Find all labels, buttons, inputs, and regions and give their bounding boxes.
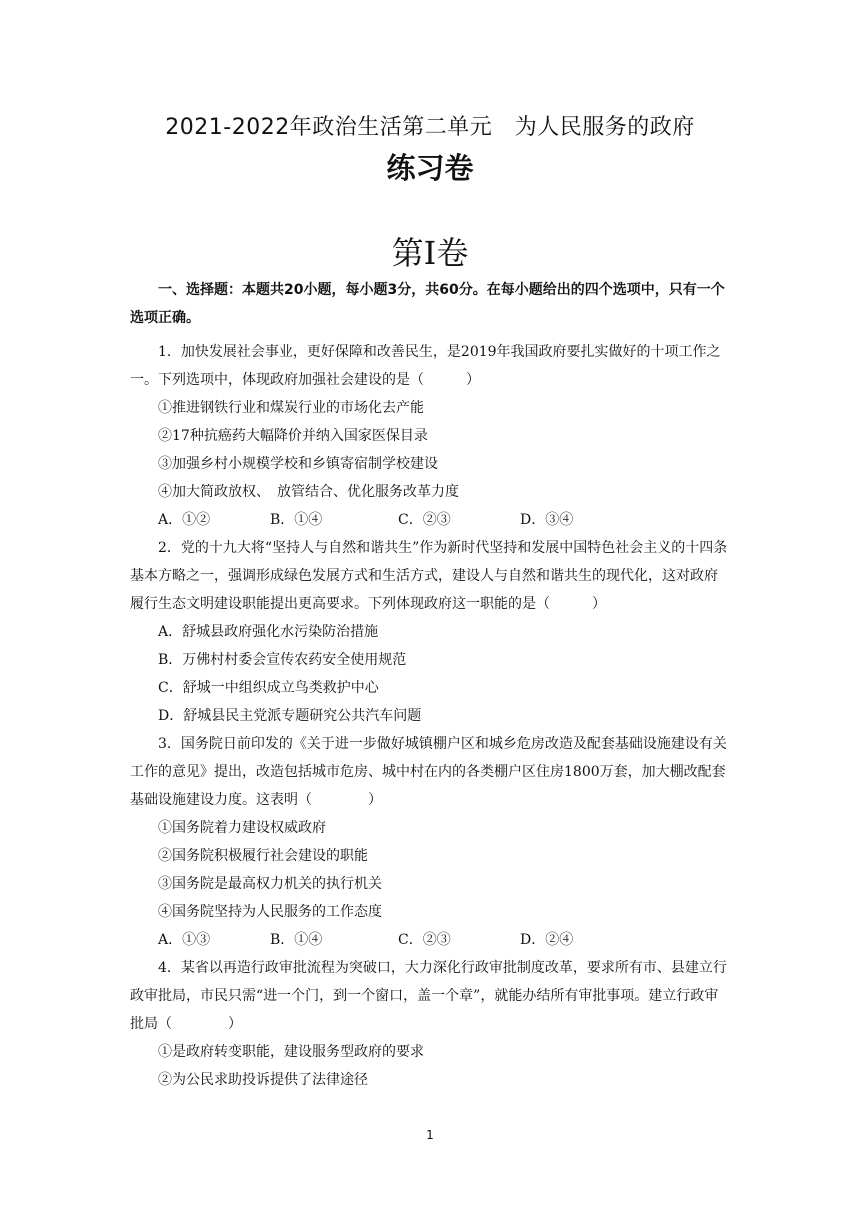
- question-1-choices: [130, 506, 730, 534]
- statement: ②为公民求助投诉提供了法律途径: [158, 1072, 368, 1088]
- statement: ①国务院着力建设权威政府: [158, 820, 326, 836]
- choice-c: C．②③: [398, 512, 451, 528]
- option: C．舒城一中组织成立鸟类救护中心: [158, 680, 379, 696]
- document-subtitle: 练习卷: [386, 151, 474, 185]
- statement: ④国务院坚持为人民服务的工作态度: [158, 904, 382, 920]
- exam-content: [130, 276, 730, 1094]
- question-3-choices: [130, 926, 730, 954]
- choice-d: D．③④: [520, 512, 574, 528]
- document-title: 2021-2022年政治生活第二单元 为人民服务的政府: [165, 115, 695, 140]
- choice-b: B．①④: [270, 512, 323, 528]
- question-2-stem: 2．党的十九大将“坚持人与自然和谐共生”作为新时代坚持和发展中国特色社会主义的十四条基本方略之一，强调形成绿色发展方式和生活方式，建设人与自然和谐共生的现代化，这对政府履行生态文明建设职能提出更高要求。下列体现政府这一职能的是（ ）: [130, 540, 728, 612]
- option: A．舒城县政府强化水污染防治措施: [158, 624, 379, 640]
- statement: ①是政府转变职能，建设服务型政府的要求: [158, 1044, 424, 1060]
- choice-a: A．①③: [158, 932, 211, 948]
- choice-a: A．①②: [158, 512, 211, 528]
- statement: ④加大简政放权、 放管结合、优化服务改革力度: [158, 484, 459, 500]
- choice-d: D．②④: [520, 932, 574, 948]
- section-title: 第Ⅰ卷: [391, 234, 469, 272]
- statement: ③加强乡村小规模学校和乡镇寄宿制学校建设: [158, 456, 438, 472]
- question-4-stem: 4．某省以再造行政审批流程为突破口，大力深化行政审批制度改革，要求所有市、县建立行政审批局，市民只需“进一个门，到一个窗口，盖一个章”，就能办结所有审批事项。建立行政审批局（ ）: [130, 960, 727, 1032]
- statement: ③国务院是最高权力机关的执行机关: [158, 876, 382, 892]
- choice-c: C．②③: [398, 932, 451, 948]
- instructions: 一、选择题：本题共20小题，每小题3分，共60分。在每小题给出的四个选项中，只有一个选项正确。: [130, 282, 725, 326]
- statement: ②国务院积极履行社会建设的职能: [158, 848, 368, 864]
- question-1-stem: 1．加快发展社会事业，更好保障和改善民生，是2019年我国政府要扎实做好的十项工作之一。下列选项中，体现政府加强社会建设的是（ ）: [130, 344, 721, 388]
- statement: ①推进钢铁行业和煤炭行业的市场化去产能: [158, 400, 424, 416]
- option: B．万佛村村委会宣传农药安全使用规范: [158, 652, 407, 668]
- question-3-stem: 3．国务院日前印发的《关于进一步做好城镇棚户区和城乡危房改造及配套基础设施建设有关工作的意见》提出，改造包括城市危房、城中村在内的各类棚户区住房1800万套，加大棚改配套基础设施建设力度。这表明（ ）: [130, 736, 727, 808]
- option: D．舒城县民主党派专题研究公共汽车问题: [158, 708, 422, 724]
- page-number: 1: [426, 1128, 434, 1142]
- choice-b: B．①④: [270, 932, 323, 948]
- statement: ②17种抗癌药大幅降价并纳入国家医保目录: [158, 428, 428, 444]
